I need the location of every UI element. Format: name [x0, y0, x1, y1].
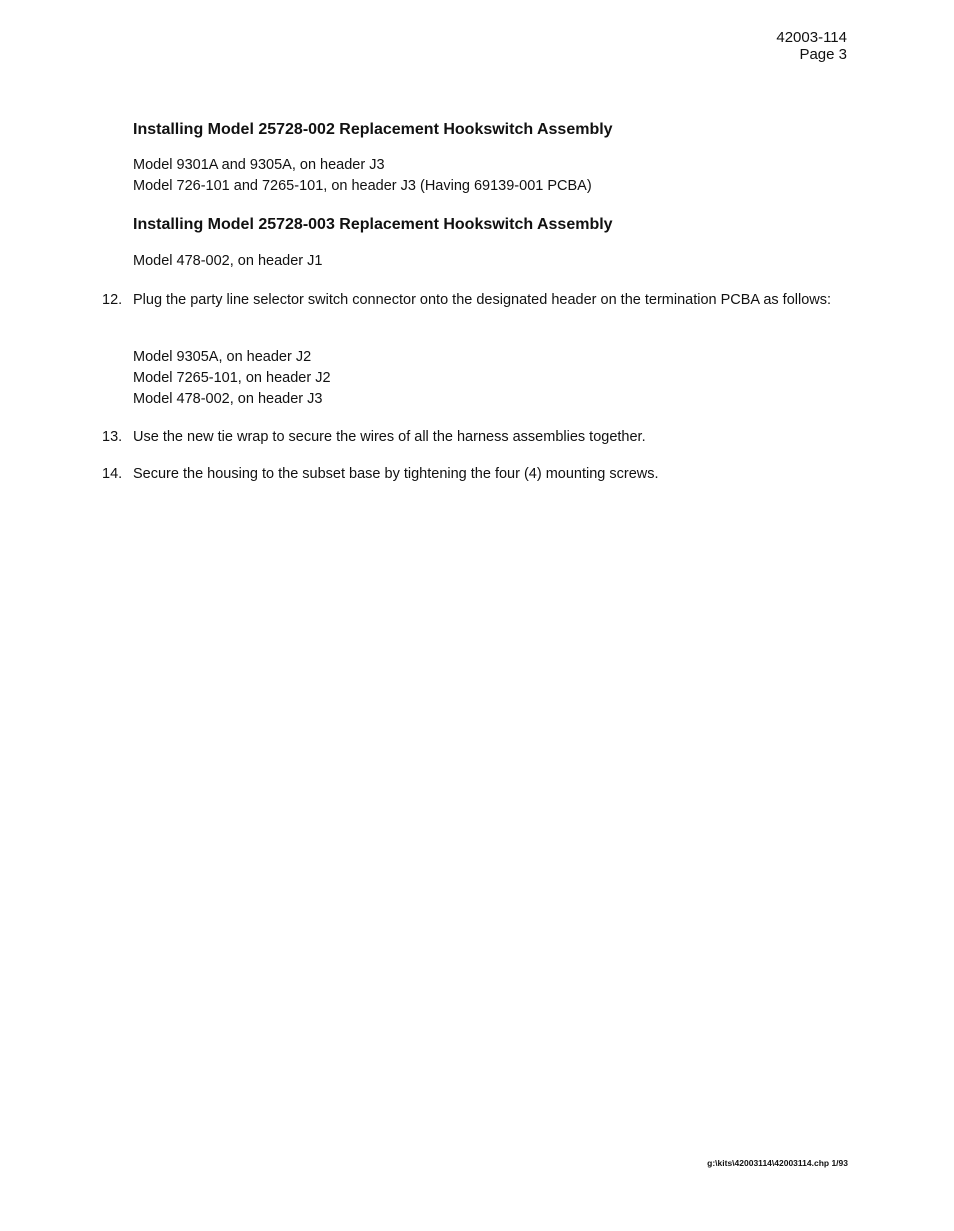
section-lines-25728-002	[133, 155, 592, 197]
model-line: Model 7265-101, on header J2	[133, 370, 331, 386]
step-number: 14.	[102, 466, 123, 482]
step-12-model-lines	[133, 347, 331, 410]
model-line: Model 726-101 and 7265-101, on header J3 (Having 69139-001 PCBA)	[133, 178, 592, 194]
document-number: 42003-114	[776, 29, 847, 46]
step-text: Secure the housing to the subset base by tightening the four (4) mounting screws.	[133, 466, 659, 482]
model-line: Model 9301A and 9305A, on header J3	[133, 157, 385, 173]
model-line: Model 9305A, on header J2	[133, 349, 312, 365]
step-text: Plug the party line selector switch connector onto the designated header on the termination PCBA as follows:	[133, 292, 832, 308]
step-number: 13.	[102, 429, 123, 445]
model-line: Model 478-002, on header J1	[133, 253, 323, 269]
section-heading-25728-003: Installing Model 25728-003 Replacement Hookswitch Assembly	[133, 216, 613, 233]
model-line: Model 478-002, on header J3	[133, 391, 323, 407]
step-12	[102, 290, 842, 310]
section-heading-25728-002: Installing Model 25728-002 Replacement Hookswitch Assembly	[133, 121, 613, 138]
page-number: Page 3	[799, 46, 847, 63]
step-number: 12.	[102, 292, 123, 308]
footer-file-path: g:\kits\42003114\42003114.chp 1/93	[707, 1158, 848, 1168]
step-text: Use the new tie wrap to secure the wires of all the harness assemblies together.	[133, 429, 646, 445]
step-13	[102, 427, 842, 447]
document-header	[776, 29, 847, 63]
section-lines-25728-003	[133, 251, 322, 272]
step-14	[102, 464, 842, 484]
